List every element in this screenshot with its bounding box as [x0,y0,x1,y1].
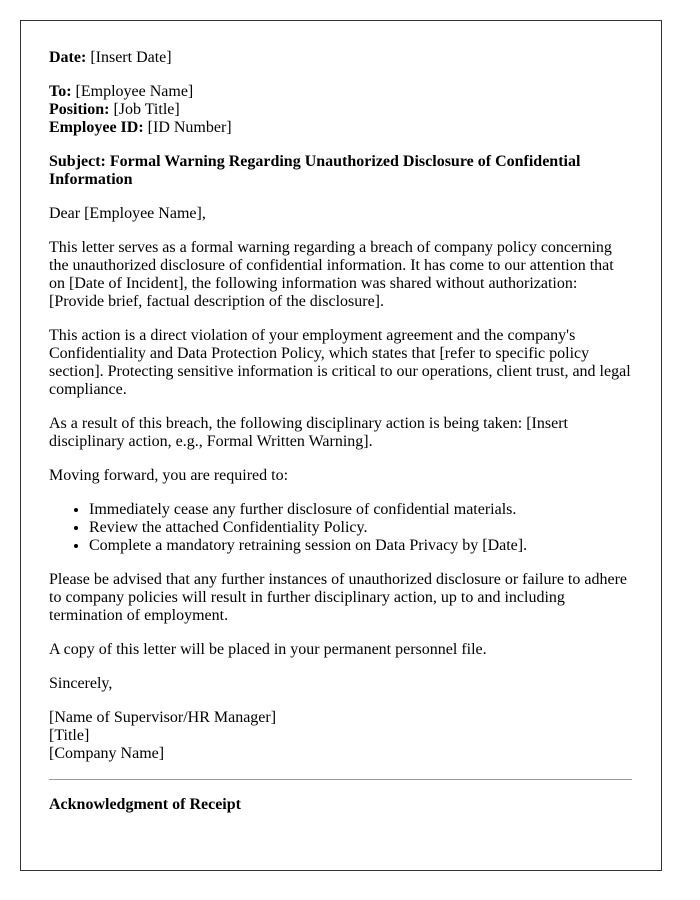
recipient-block [49,83,633,137]
to-value: [Employee Name] [75,83,194,100]
paragraph-personnel-file: A copy of this letter will be placed in your permanent personnel file. [49,641,487,658]
to-label: To: [49,83,72,100]
position-value: [Job Title] [113,101,180,118]
warning-letter [20,20,662,871]
salutation: Dear [Employee Name], [49,205,206,222]
date-value: [Insert Date] [90,49,172,66]
date-label: Date: [49,49,87,66]
paragraph-further-action: Please be advised that any further instances of unauthorized disclosure or failure to adhere to company policies will result in further disciplinary action, up to and including termination of employment. [49,571,628,624]
employee-id-value: [ID Number] [147,119,232,136]
employee-id-label: Employee ID: [49,119,144,136]
subject-line: Subject: Formal Warning Regarding Unauthorized Disclosure of Confidential Information [49,153,581,188]
signature-company: [Company Name] [49,745,165,762]
paragraph-violation: This action is a direct violation of your employment agreement and the company's Confidentiality and Data Protection Policy, which states that [refer to specific policy section]. Protecting sensitive information is critical to our operations, client trust, and legal compliance. [49,327,631,398]
list-item: • Complete a mandatory retraining session on Data Privacy by [Date]. [89,537,633,555]
signature-title: [Title] [49,727,90,744]
list-item: • Review the attached Confidentiality Policy. [89,519,633,537]
signature-name: [Name of Supervisor/HR Manager] [49,709,277,726]
acknowledgment-heading: Acknowledgment of Receipt [49,796,241,813]
requirements-list [49,501,633,555]
letter-viewport [20,20,662,813]
section-divider [49,779,632,780]
position-label: Position: [49,101,110,118]
signoff: Sincerely, [49,675,113,692]
paragraph-incident: This letter serves as a formal warning regarding a breach of company policy concerning the unauthorized disclosure of confidential information. It has come to our attention that on [Date of Incident], the following information was shared without authorization: [Provide brief, factual description of the disclosure]. [49,239,614,310]
list-item: • Immediately cease any further disclosure of confidential materials. [89,501,633,519]
paragraph-requirements-intro: Moving forward, you are required to: [49,467,289,484]
signature-block [49,709,633,763]
paragraph-disciplinary-action: As a result of this breach, the following disciplinary action is being taken: [Insert disciplinary action, e.g., Formal Written Warning]. [49,415,568,450]
date-line [49,49,633,67]
